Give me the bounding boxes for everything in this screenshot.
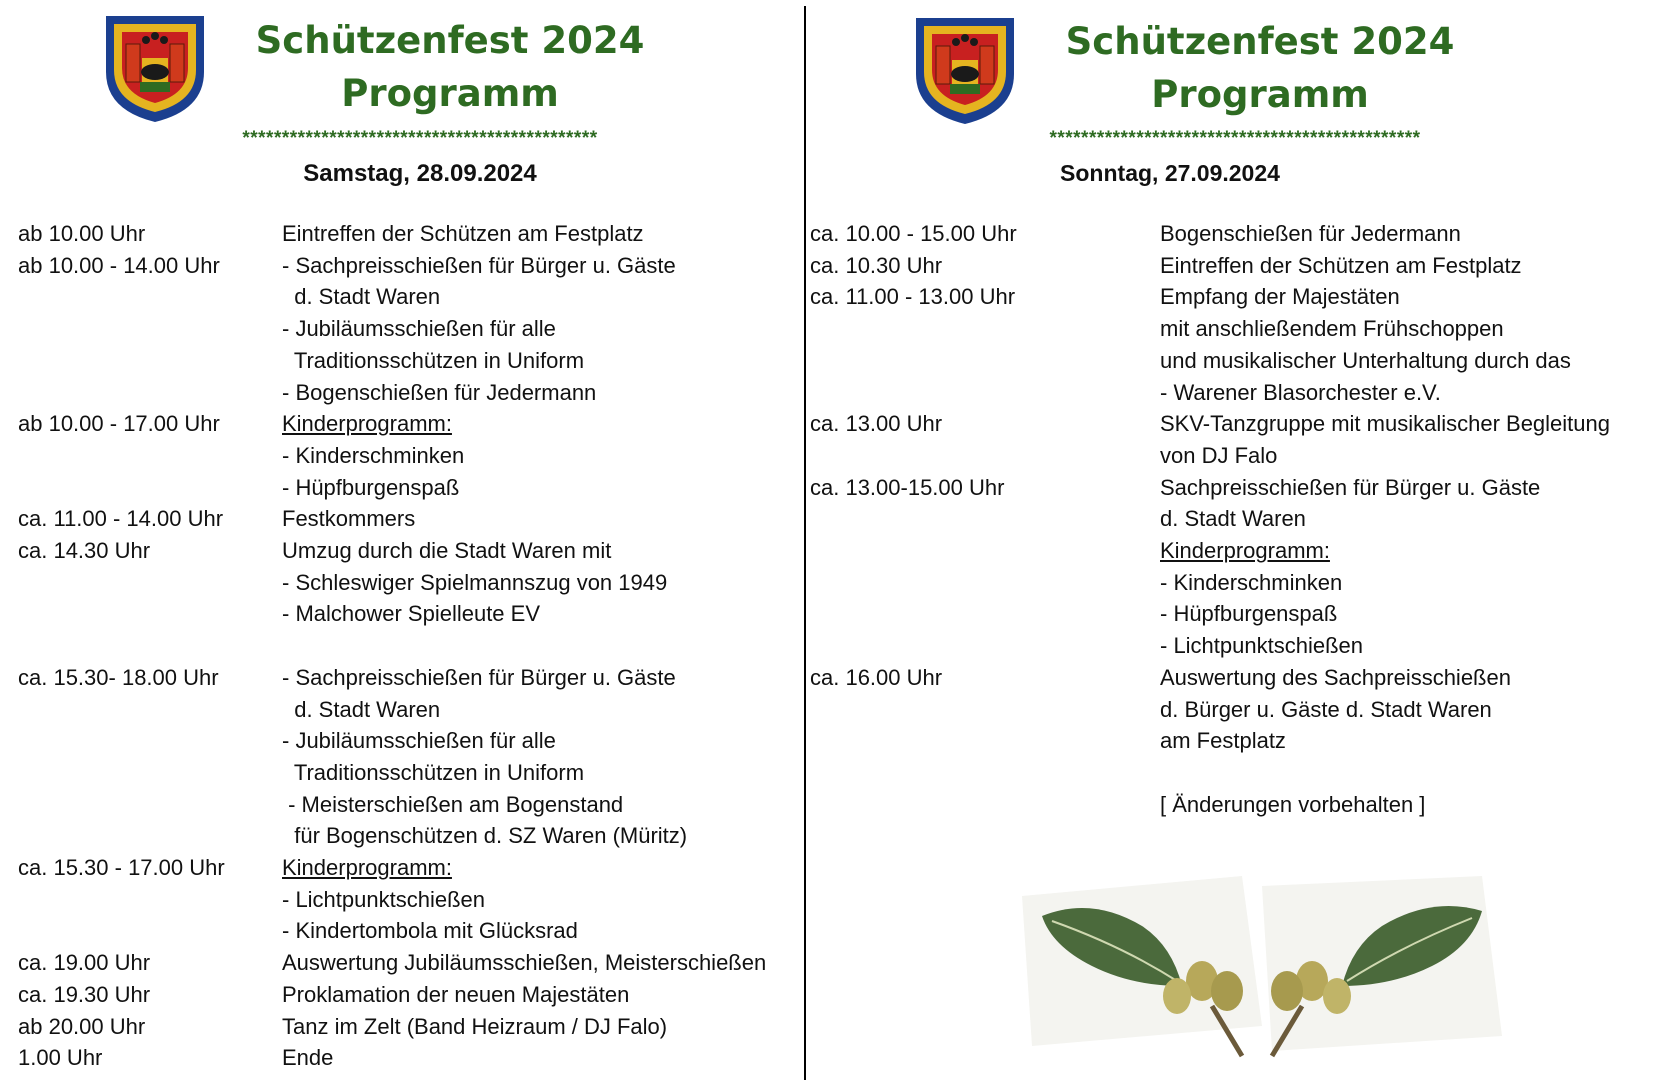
schedule-description bbox=[282, 218, 644, 250]
schedule-row bbox=[18, 852, 766, 947]
schedule-line: SKV-Tanzgruppe mit musikalischer Begleitung bbox=[1160, 411, 1611, 437]
schedule-line: Umzug durch die Stadt Waren mit bbox=[282, 538, 612, 564]
schedule-line: d. Stadt Waren bbox=[1160, 506, 1306, 532]
schedule-line: - Kinderschminken bbox=[1160, 569, 1343, 595]
schedule-line: - Sachpreisschießen für Bürger u. Gäste bbox=[282, 252, 676, 278]
schedule-time: ab 10.00 - 14.00 Uhr bbox=[18, 252, 220, 278]
title-line-1: Schützenfest 2024 bbox=[255, 19, 645, 62]
schedule-time: ca. 11.00 - 14.00 Uhr bbox=[18, 506, 224, 532]
page-divider bbox=[804, 6, 806, 1080]
crest-logo-right bbox=[912, 14, 1018, 126]
schedule-time: ca. 10.00 - 15.00 Uhr bbox=[810, 221, 1017, 246]
schedule-time: ca. 15.30 - 17.00 Uhr bbox=[18, 855, 225, 881]
schedule-line: und musikalischer Unterhaltung durch das bbox=[1160, 347, 1571, 373]
schedule-line: d. Stadt Waren bbox=[282, 696, 441, 722]
schedule-line: Proklamation der neuen Majestäten bbox=[282, 981, 630, 1007]
schedule-line: Kinderprogramm: bbox=[1160, 538, 1330, 564]
title-line-2: Programm bbox=[341, 72, 559, 115]
schedule-line bbox=[1160, 757, 1511, 789]
schedule-line: Eintreffen der Schützen am Festplatz bbox=[1160, 252, 1522, 278]
festival-title-left bbox=[240, 14, 660, 120]
schedule-description bbox=[282, 979, 629, 1011]
schedule-line: Auswertung Jubiläumsschießen, Meisterschießen bbox=[282, 950, 767, 976]
schedule-line: - Kinderschminken bbox=[282, 442, 465, 468]
schedule-description bbox=[282, 535, 667, 662]
schedule-description bbox=[282, 408, 464, 503]
schedule-line: - Hüpfburgenspaß bbox=[282, 474, 460, 500]
schedule-line: - Kindertombola mit Glücksrad bbox=[282, 918, 578, 944]
schedule-description bbox=[1160, 281, 1571, 408]
schedule-line: Empfang der Majestäten bbox=[1160, 284, 1400, 310]
schedule-line: Kinderprogramm: bbox=[282, 855, 452, 881]
stars-divider-left: ********************************************* bbox=[242, 128, 598, 149]
schedule-saturday bbox=[18, 218, 766, 1074]
schedule-description bbox=[282, 503, 415, 535]
schedule-time: ca. 14.30 Uhr bbox=[18, 538, 151, 564]
schedule-description bbox=[282, 852, 578, 947]
schedule-time: ca. 11.00 - 13.00 Uhr bbox=[810, 284, 1016, 310]
schedule-time: ab 10.00 Uhr bbox=[18, 221, 146, 246]
schedule-line: Eintreffen der Schützen am Festplatz bbox=[282, 221, 644, 246]
schedule-time: 1.00 Uhr bbox=[18, 1045, 103, 1071]
schedule-time: ab 20.00 Uhr bbox=[18, 1013, 146, 1039]
schedule-line: [ Änderungen vorbehalten ] bbox=[1160, 791, 1426, 817]
schedule-description bbox=[1160, 408, 1610, 471]
schedule-line: - Meisterschießen am Bogenstand bbox=[282, 791, 624, 817]
schedule-row bbox=[18, 979, 766, 1011]
day-heading-sunday: Sonntag, 27.09.2024 bbox=[1060, 160, 1280, 186]
schedule-line: - Sachpreisschießen für Bürger u. Gäste bbox=[282, 664, 676, 690]
schedule-row bbox=[18, 947, 766, 979]
schedule-time: ca. 19.30 Uhr bbox=[18, 981, 151, 1007]
schedule-line: für Bogenschützen d. SZ Waren (Müritz) bbox=[282, 823, 688, 849]
schedule-row bbox=[18, 503, 766, 535]
schedule-row bbox=[810, 218, 1610, 250]
schedule-row bbox=[810, 250, 1610, 282]
schedule-line: - Lichtpunktschießen bbox=[1160, 633, 1363, 659]
schedule-line: Kinderprogramm: bbox=[282, 411, 452, 437]
schedule-line: Ende bbox=[282, 1045, 334, 1071]
schedule-row bbox=[810, 281, 1610, 408]
schedule-time: ca. 16.00 Uhr bbox=[810, 664, 943, 690]
schedule-line: - Schleswiger Spielmannszug von 1949 bbox=[282, 569, 668, 595]
schedule-line: - Malchower Spielleute EV bbox=[282, 601, 541, 627]
stars-divider-right: *********************************************** bbox=[1049, 128, 1421, 149]
schedule-sunday bbox=[810, 218, 1610, 820]
schedule-line: mit anschließendem Frühschoppen bbox=[1160, 316, 1504, 342]
oak-leaves-acorns-image bbox=[1012, 876, 1512, 1062]
schedule-description bbox=[282, 662, 687, 852]
schedule-line: Auswertung des Sachpreisschießen bbox=[1160, 664, 1511, 690]
festival-title-right bbox=[1050, 15, 1470, 121]
schedule-row bbox=[810, 408, 1610, 471]
schedule-line: Traditionsschützen in Uniform bbox=[282, 759, 585, 785]
schedule-line: - Warener Blasorchester e.V. bbox=[1160, 379, 1441, 405]
crest-logo-left bbox=[102, 12, 208, 124]
schedule-time: ca. 15.30- 18.00 Uhr bbox=[18, 664, 219, 690]
schedule-line: Tanz im Zelt (Band Heizraum / DJ Falo) bbox=[282, 1013, 668, 1039]
schedule-line bbox=[282, 630, 667, 662]
schedule-line: Festkommers bbox=[282, 506, 416, 532]
schedule-line: d. Stadt Waren bbox=[282, 284, 441, 310]
schedule-description bbox=[282, 1042, 333, 1074]
schedule-line: Sachpreisschießen für Bürger u. Gäste bbox=[1160, 474, 1541, 500]
title-line-1: Schützenfest 2024 bbox=[1065, 20, 1455, 63]
schedule-description bbox=[282, 250, 676, 409]
day-heading-saturday: Samstag, 28.09.2024 bbox=[303, 160, 537, 187]
schedule-line: - Jubiläumsschießen für alle bbox=[282, 728, 556, 754]
schedule-row bbox=[810, 472, 1610, 662]
schedule-row bbox=[18, 535, 766, 662]
schedule-row bbox=[18, 1042, 766, 1074]
schedule-time: ca. 13.00 Uhr bbox=[810, 411, 943, 437]
schedule-time: ca. 19.00 Uhr bbox=[18, 950, 151, 976]
schedule-description bbox=[1160, 472, 1540, 662]
schedule-line: am Festplatz bbox=[1160, 728, 1286, 754]
schedule-row bbox=[18, 408, 766, 503]
schedule-description bbox=[1160, 250, 1522, 282]
schedule-line: d. Bürger u. Gäste d. Stadt Waren bbox=[1160, 696, 1492, 722]
schedule-description bbox=[1160, 662, 1511, 821]
schedule-line: - Hüpfburgenspaß bbox=[1160, 601, 1338, 627]
schedule-row bbox=[18, 218, 766, 250]
schedule-row bbox=[810, 662, 1610, 821]
schedule-description bbox=[1160, 218, 1461, 250]
schedule-line: - Bogenschießen für Jedermann bbox=[282, 379, 597, 405]
schedule-description bbox=[282, 947, 766, 979]
schedule-time: ca. 10.30 Uhr bbox=[810, 252, 943, 278]
schedule-time: ab 10.00 - 17.00 Uhr bbox=[18, 411, 220, 437]
schedule-line: Bogenschießen für Jedermann bbox=[1160, 221, 1461, 246]
schedule-row bbox=[18, 662, 766, 852]
schedule-line: von DJ Falo bbox=[1160, 442, 1278, 468]
schedule-line: - Jubiläumsschießen für alle bbox=[282, 316, 556, 342]
schedule-row bbox=[18, 1011, 766, 1043]
schedule-row bbox=[18, 250, 766, 409]
schedule-line: Traditionsschützen in Uniform bbox=[282, 347, 585, 373]
title-line-2: Programm bbox=[1151, 73, 1369, 116]
schedule-time: ca. 13.00-15.00 Uhr bbox=[810, 474, 1005, 500]
schedule-line: - Lichtpunktschießen bbox=[282, 886, 485, 912]
schedule-description bbox=[282, 1011, 667, 1043]
